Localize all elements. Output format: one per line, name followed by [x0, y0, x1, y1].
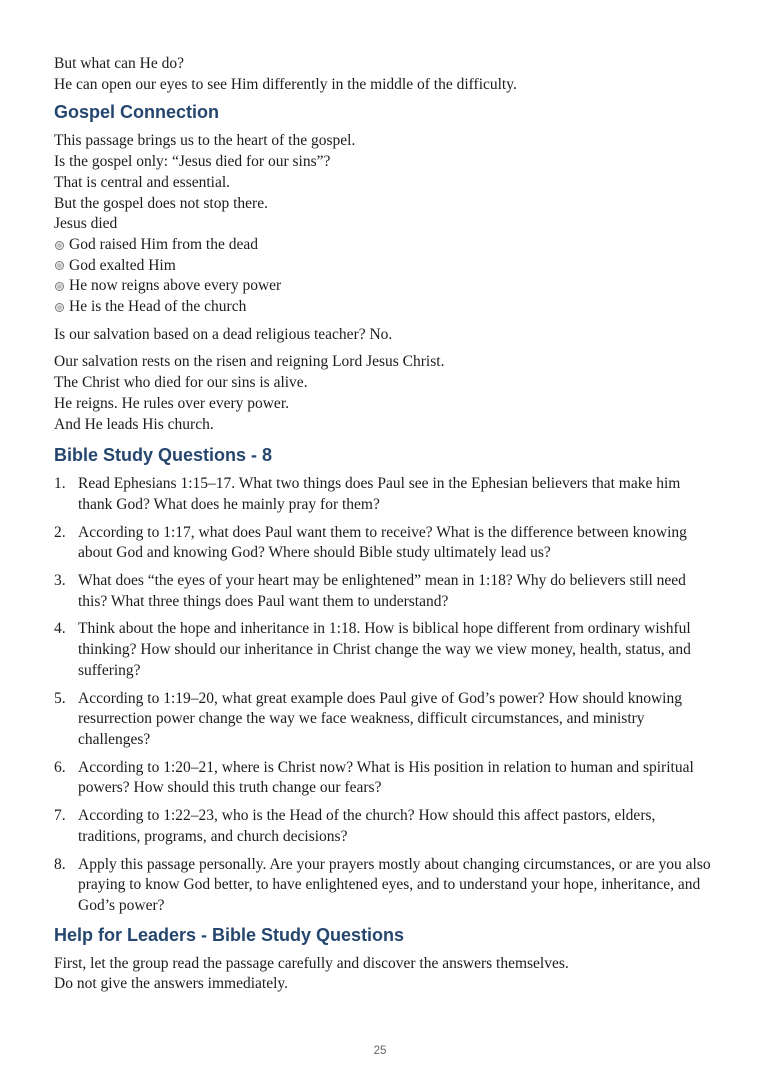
question-number: 2. — [54, 523, 66, 541]
gospel-line: But the gospel does not stop there. — [54, 194, 268, 212]
gospel-line: That is central and essential. — [54, 173, 231, 191]
gospel-bullet-list — [54, 235, 714, 318]
gospel-line: Is the gospel only: “Jesus died for our sins”? — [54, 153, 331, 171]
list-item — [54, 297, 714, 318]
question-number: 4. — [54, 620, 66, 638]
list-item — [54, 523, 714, 564]
gospel-closing-line: And He leads His church. — [54, 415, 214, 433]
question-text: According to 1:22–23, who is the Head of the church? How should this affect pastors, elders, traditions, programs, and church decisions? — [78, 807, 656, 845]
gospel-line: This passage brings us to the heart of the gospel. — [54, 132, 356, 150]
leaders-line: Do not give the answers immediately. — [54, 975, 289, 993]
question-text: According to 1:20–21, where is Christ now? What is His position in relation to human and spiritual powers? How should this truth change our fears? — [78, 758, 694, 797]
study-heading: Bible Study Questions - 8 — [54, 445, 273, 466]
question-number: 8. — [54, 855, 66, 873]
question-text: Read Ephesians 1:15–17. What two things does Paul see in the Ephesian believers that make him thank God? What does he mainly pray for them? — [78, 475, 681, 513]
question-text: Apply this passage personally. Are your prayers mostly about changing circumstances, or are you also praying to know God better, to have enlightened eyes, and to understand your hope, inheritance, and God’s power? — [78, 855, 711, 914]
gospel-line: Jesus died — [54, 215, 118, 233]
list-item — [54, 571, 714, 612]
study-question-list — [54, 474, 714, 916]
question-number: 5. — [54, 689, 66, 707]
page-number: 25 — [373, 1045, 387, 1057]
list-item — [54, 276, 714, 297]
bullet-icon — [55, 241, 64, 250]
leaders-line: First, let the group read the passage carefully and discover the answers themselves. — [54, 954, 569, 972]
question-text: What does “the eyes of your heart may be enlightened” mean in 1:18? Why do believers still need this? What three things does Paul want them to understand? — [78, 572, 686, 610]
question-number: 6. — [54, 758, 66, 776]
bullet-text: He now reigns above every power — [69, 277, 282, 295]
question-number: 7. — [54, 807, 66, 825]
list-item — [54, 235, 714, 256]
gospel-heading: Gospel Connection — [54, 102, 220, 123]
gospel-closing-line: Our salvation rests on the risen and reigning Lord Jesus Christ. — [54, 353, 445, 371]
question-text: Think about the hope and inheritance in 1:18. How is biblical hope different from ordinary wishful thinking? How should our inheritance in Christ change the way we view money, health, status, and suffering? — [78, 620, 691, 679]
question-number: 1. — [54, 475, 66, 493]
list-item — [54, 758, 714, 799]
list-item — [54, 689, 714, 751]
question-number: 3. — [54, 572, 66, 590]
gospel-question: Is our salvation based on a dead religious teacher? No. — [54, 325, 393, 343]
gospel-closing-line: The Christ who died for our sins is alive. — [54, 374, 308, 392]
leaders-heading: Help for Leaders - Bible Study Questions — [54, 924, 405, 945]
bullet-icon — [55, 303, 64, 312]
list-item — [54, 855, 714, 917]
list-item — [54, 806, 714, 847]
list-item — [54, 256, 714, 277]
bullet-icon — [55, 261, 64, 270]
page-body — [54, 54, 714, 995]
list-item — [54, 474, 714, 515]
intro-line: But what can He do? — [54, 55, 184, 72]
list-item — [54, 619, 714, 681]
bullet-text: God raised Him from the dead — [69, 235, 258, 253]
intro-line: He can open our eyes to see Him differently in the middle of the difficulty. — [54, 75, 517, 93]
bullet-icon — [55, 282, 64, 291]
question-text: According to 1:19–20, what great example does Paul give of God’s power? How should knowing resurrection power change the way we face weakness, difficult circumstances, and ministry challenges? — [78, 689, 682, 748]
gospel-closing-line: He reigns. He rules over every power. — [54, 394, 289, 412]
bullet-text: He is the Head of the church — [69, 298, 247, 316]
bullet-text: God exalted Him — [69, 256, 176, 274]
question-text: According to 1:17, what does Paul want them to receive? What is the difference between knowing about God and knowing God? Where should Bible study ultimately lead us? — [78, 523, 687, 562]
